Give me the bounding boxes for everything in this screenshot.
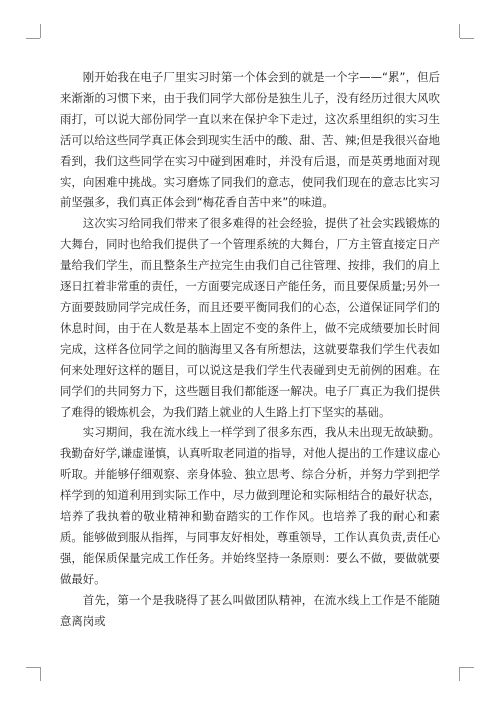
paragraph-3: 实习期间，我在流水线上一样学到了很多东西，我从未出现无故缺勤。我勤奋好学,谦虚谨慎，认真听取老同道的指导，对他人提出的工作建议虚心听取。并能够仔细观察、亲身体验、独立思考、综合分析，并努力学到把学样学到的知道利用到实际工作中，尽力做到理论和实际相结合的最好状态，培养了我执着的敬业精神和勤奋踏实的工作作风。也培养了我的耐心和素质。能够做到服从指挥，与同事友好相处，尊重领导，工作认真负责,责任心强，能保质保量完成工作任务。并始终坚持一条原则：要么不做，要做就要做最好。 [60, 425, 440, 586]
crop-mark-top-left [40, 24, 41, 38]
crop-mark-bottom-left [40, 667, 41, 681]
paragraph-2: 这次实习给同我们带来了很多难得的社会经验，提供了社会实践锻炼的大舞台，同时也给我们提供了一个管理系统的大舞台，厂方主管直接定日产量给我们学生，而且整条生产拉完生由我们自己往管理、按排，我们的肩上逐日扛着非常重的责任，一方面要完成逐日产能任务，而且要保质量;另外一方面要鼓励同学完成任务，而且还要平衡同我们的心态，公道保证同学们的休息时间，由于在人数是基本上固定不变的条件上，做不完成绩要加长时间完成，这样各位同学之间的脑海里又各有所想法，这就要靠我们学生代表如何来处理好这样的题目，可以说这是我们学生代表碰到史无前例的困难。在同学们的共同努力下，这些题目我们都能逐一解决。电子厂真正为我们提供了难得的锻炼机会，为我们踏上就业的人生路上打下坚实的基础。 [60, 216, 440, 419]
crop-mark-bottom-right [459, 667, 460, 681]
crop-mark-bottom-left [26, 667, 40, 668]
crop-mark-top-right [459, 24, 460, 38]
paragraph-1: 刚开始我在电子厂里实习时第一个体会到的就是一个字——“累”，但后来渐渐的习惯下来，由于我们同学大部份是独生儿子，没有经历过很大风吹雨打，可以说大部份同学一直以来在保护伞下走过，这次系里组织的实习生活可以给这些同学真正体会到现实生活中的酸、甜、苦、辣;但是我很兴奋地看到，我们这些同学在实习中碰到困难时，并没有后退，而是英勇地面对现实，向困难中挑战。实习磨炼了同我们的意志，使同我们现在的意志比实习前坚强多，我们真正体会到“梅花香自苦中来”的味道。 [60, 70, 440, 210]
document-body [60, 67, 440, 631]
crop-mark-top-right [460, 38, 474, 39]
crop-mark-top-left [26, 38, 40, 39]
crop-mark-bottom-right [460, 667, 474, 668]
paragraph-4: 首先，第一个是我晓得了甚么叫做团队精神，在流水线上工作是不能随意离岗或 [60, 592, 440, 628]
